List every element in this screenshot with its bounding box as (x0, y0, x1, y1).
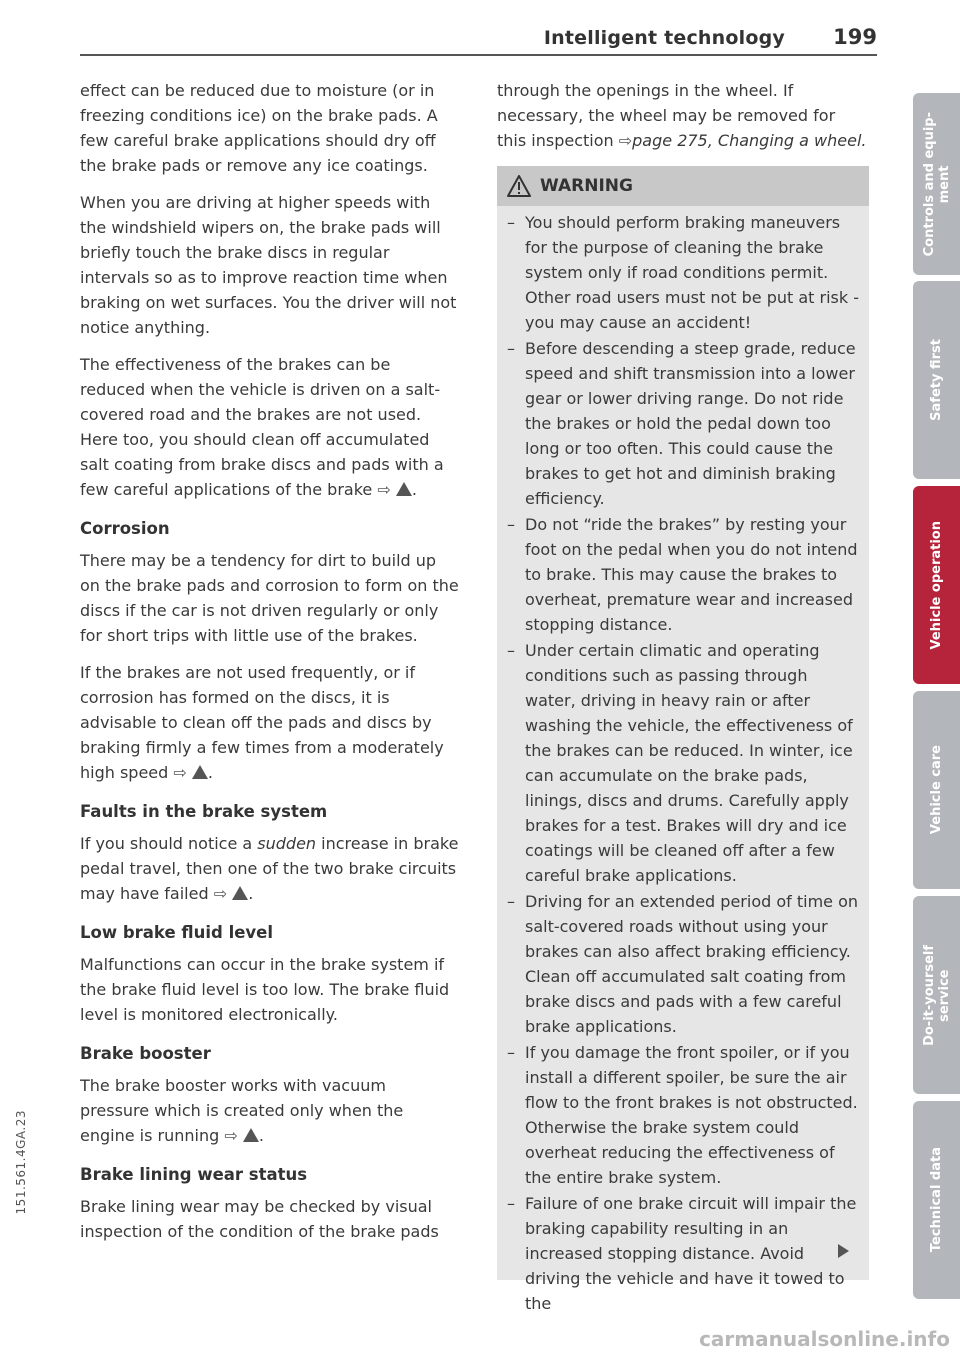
side-tab-safety[interactable]: Safety first (913, 281, 960, 479)
section-heading-lining: Brake lining wear status (80, 1165, 308, 1184)
paragraph: through the openings in the wheel. If necessary, the wheel may be removed for this inspection ⇨page 275, Changing a wheel. (497, 81, 867, 150)
warning-box (497, 166, 869, 1313)
warning-item: – Driving for an extended period of time on salt-covered roads without using your brakes can also affect braking efficiency. Clean off accumulated salt coating from brake discs and pads with a few careful brake applications. (507, 889, 859, 1039)
ref-arrow-icon: ⇨ (224, 1126, 238, 1145)
paragraph: When you are driving at higher speeds with the windshield wipers on, the brake pads will briefly touch the brake discs in regular intervals so as to improve reaction time when braking on wet surfaces. You the driver will not notice anything. (80, 193, 457, 337)
warning-triangle-icon (232, 886, 248, 900)
side-tab-vehicle-operation[interactable]: Vehicle operation (913, 486, 960, 684)
page-number: 199 (833, 25, 877, 49)
warning-triangle-icon (192, 765, 208, 779)
document-code: 151.561.4GA.23 (14, 1110, 28, 1215)
paragraph: The brake booster works with vacuum pressure which is created only when the engine is running ⇨ . (80, 1076, 404, 1145)
section-heading-faults: Faults in the brake system (80, 802, 328, 821)
warning-item: – Failure of one brake circuit will impair the braking capability resulting in an increased stopping distance. Avoid driving the vehicle and have it towed to the (507, 1191, 859, 1316)
warning-list (497, 206, 869, 1316)
warning-item: – Before descending a steep grade, reduce speed and shift transmission into a lower gear or lower driving range. Do not ride the brakes or hold the pedal down too long or too often. This could cause the brakes to get hot and diminish braking efficiency. (507, 336, 859, 511)
warning-item: – Under certain climatic and operating conditions such as passing through water, driving in heavy rain or after washing the vehicle, the effectiveness of the brakes can be reduced. In winter, ice can accumulate on the brake pads, linings, discs and drums. Carefully apply brakes for a test. Brakes will dry and ice coatings will be cleaned off after a few careful brake applications. (507, 638, 859, 888)
section-heading-booster: Brake booster (80, 1044, 211, 1063)
warning-item: – If you damage the front spoiler, or if you install a different spoiler, be sure the air flow to the front brakes is not obstructed. Otherwise the brake system could overheat reducing the effectiveness of the entire brake system. (507, 1040, 859, 1190)
warning-triangle-icon (507, 175, 531, 197)
warning-triangle-icon (396, 482, 412, 496)
paragraph: effect can be reduced due to moisture (or in freezing conditions ice) on the brake pads. A few careful brake applications should dry off the brake pads or remove any ice coatings. (80, 81, 438, 175)
paragraph: If the brakes are not used frequently, or if corrosion has formed on the discs, it is advisable to clean off the pads and discs by braking firmly a few times from a moderately high speed ⇨ . (80, 663, 444, 782)
ref-arrow-icon: ⇨ (618, 131, 633, 150)
paragraph: Brake lining wear may be checked by visual inspection of the condition of the brake pads (80, 1197, 439, 1241)
ref-arrow-icon: ⇨ (377, 480, 391, 499)
ref-arrow-icon: ⇨ (213, 884, 228, 903)
warning-item: – You should perform braking maneuvers for the purpose of cleaning the brake system only if road conditions permit. Other road users must not be put at risk - you may cause an accident! (507, 210, 859, 335)
side-tab-diy-service[interactable]: Do-it-yourself service (913, 896, 960, 1094)
warning-triangle-icon (243, 1128, 259, 1142)
right-column-intro (497, 78, 869, 165)
side-tab-controls[interactable]: Controls and equip- ment (913, 93, 960, 275)
warning-item: – Do not “ride the brakes” by resting your foot on the pedal when you do not intend to brake. This may cause the brakes to overheat, premature wear and increased stopping distance. (507, 512, 859, 637)
page-header (80, 22, 877, 56)
warning-header (497, 166, 869, 206)
side-tab-technical-data[interactable]: Technical data (913, 1101, 960, 1299)
paragraph: There may be a tendency for dirt to build up on the brake pads and corrosion to form on the discs if the car is not driven regularly or only for short trips with little use of the brakes. (80, 551, 459, 645)
continue-arrow-icon (838, 1244, 849, 1258)
paragraph: Malfunctions can occur in the brake system if the brake fluid level is too low. The brake fluid level is monitored electronically. (80, 955, 450, 1024)
side-tab-vehicle-care[interactable]: Vehicle care (913, 691, 960, 889)
watermark: carmanualsonline.info (699, 1327, 950, 1351)
paragraph: The effectiveness of the brakes can be reduced when the vehicle is driven on a salt-covered road and the brakes are not used. Here too, you should clean off accumulated salt coating from brake discs and pads with a few careful applications of the brake ⇨ . (80, 355, 444, 499)
section-heading-fluid: Low brake fluid level (80, 923, 274, 942)
header-title: Intelligent technology (543, 27, 785, 49)
warning-title: WARNING (540, 176, 633, 196)
ref-arrow-icon: ⇨ (173, 763, 187, 782)
page-link[interactable]: page 275, Changing a wheel. (632, 131, 867, 150)
section-heading-corrosion: Corrosion (80, 519, 170, 538)
left-column (80, 78, 460, 1256)
paragraph: If you should notice a sudden increase in brake pedal travel, then one of the two brake circuits may have failed ⇨ . (80, 834, 459, 903)
